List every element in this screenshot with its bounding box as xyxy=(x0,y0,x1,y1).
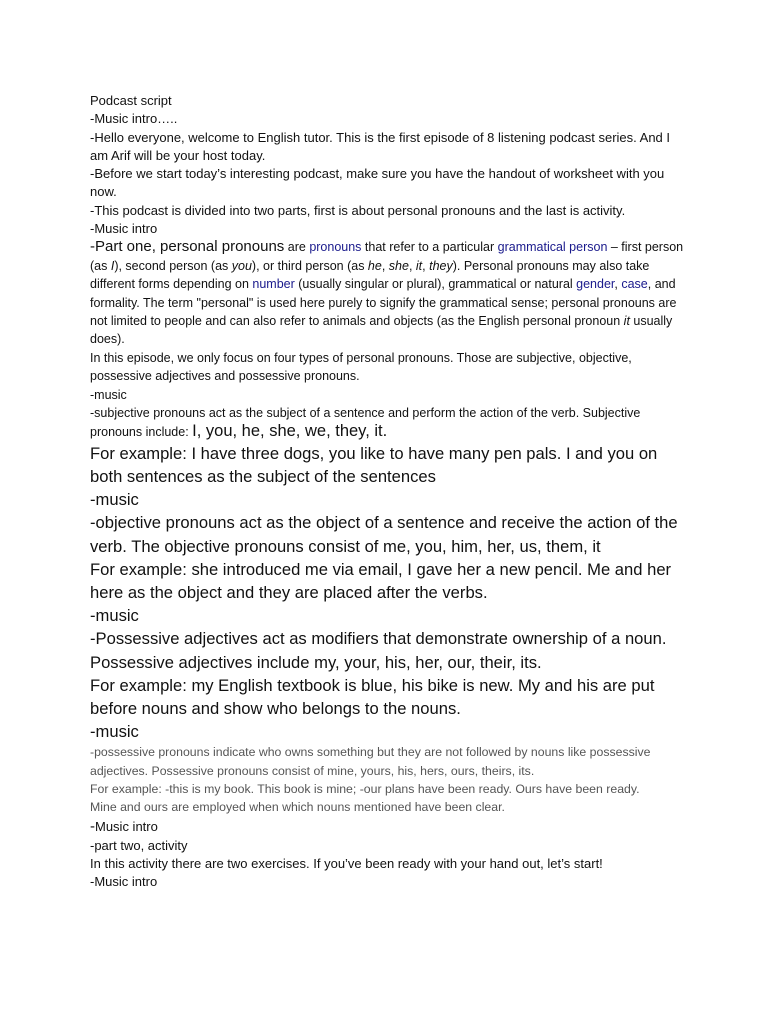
music-line: -music xyxy=(90,606,139,626)
music-line-small: -music xyxy=(90,387,127,402)
subjective-definition: -subjective pronouns act as the subject of a sentence and perform the action of the verb. Subjective pronouns include: xyxy=(90,406,641,440)
text-run: (usually singular or plural), grammatical or natural xyxy=(294,277,577,292)
link-case[interactable]: case xyxy=(621,277,648,292)
text-run: that refer to a particular xyxy=(361,240,498,255)
possessive-adjectives-example: For example: my English textbook is blue, his bike is new. My and his are put before nouns and show who belongs to the nouns. xyxy=(90,675,655,719)
music-line: -music xyxy=(90,490,139,510)
text-run: , and formality. The term "personal" is used here purely to signify the grammatical sense; personal pronouns are not limited to people and can also refer to animals and objects (as the English personal pronoun xyxy=(90,277,677,328)
subjective-list: I, you, he, she, we, they, it. xyxy=(192,422,388,441)
text-run: ), or third person (as xyxy=(251,258,368,273)
objective-paragraph: -objective pronouns act as the object of a sentence and receive the action of the verb. The objective pronouns consist of me, you, him, her, us, them, it xyxy=(90,513,678,556)
hello-paragraph: -Hello everyone, welcome to English tutor. This is the first episode of 8 listening podcast series. And I am Arif will be your host today. xyxy=(90,129,671,163)
text-run: ). Personal pronouns may also take different forms depending on xyxy=(90,258,650,292)
text-run: are xyxy=(284,240,310,255)
text-run: ), second person (as xyxy=(114,258,232,273)
italic-he: he xyxy=(367,258,382,273)
text-run: , xyxy=(422,258,430,273)
music-intro-line: -Music intro xyxy=(90,874,158,890)
music-intro-line: -Music intro….. xyxy=(90,111,178,127)
possessive-pronouns-example: For example: -this is my book. This book is mine; -our plans have been ready. Ours have been ready. xyxy=(90,781,640,796)
part-one-lead: -Part one, personal pronouns xyxy=(90,238,285,256)
doc-title: Podcast script xyxy=(90,93,172,108)
possessive-adjectives-paragraph: -Possessive adjectives act as modifiers that demonstrate ownership of a noun. Possessive adjectives include my, your, his, her, our, their, its. xyxy=(90,629,667,672)
link-pronouns[interactable]: pronouns xyxy=(309,240,362,255)
italic-they: they xyxy=(429,258,453,273)
music-line: -music xyxy=(90,722,139,742)
link-gender[interactable]: gender xyxy=(576,277,615,292)
music-intro-line xyxy=(90,818,690,836)
document-body xyxy=(90,92,690,891)
link-grammatical-person[interactable]: grammatical person xyxy=(497,240,608,255)
text-run: , xyxy=(614,277,622,292)
part-two-line: -part two, activity xyxy=(90,837,188,853)
italic-it: it xyxy=(623,314,630,328)
text-run: usually does). xyxy=(90,314,673,347)
part-one-paragraph xyxy=(90,238,690,348)
italic-it: it xyxy=(415,258,423,273)
activity-paragraph: In this activity there are two exercises. If you’ve been ready with your hand out, let’s start! xyxy=(90,855,603,871)
subjective-paragraph xyxy=(90,404,690,442)
text-run: , xyxy=(381,258,389,273)
objective-example: For example: she introduced me via email, I gave her a new pencil. Me and her here as the object and they are placed after the verbs. xyxy=(90,559,672,603)
text-run: – first person (as xyxy=(90,240,684,273)
divided-paragraph: -This podcast is divided into two parts, first is about personal pronouns and the last is activity. xyxy=(90,202,626,218)
before-paragraph: -Before we start today’s interesting podcast, make sure you have the handout of worksheet with you now. xyxy=(90,166,665,200)
possessive-pronouns-paragraph: -possessive pronouns indicate who owns something but they are not followed by nouns like possessive adjectives. Possessive pronouns consist of mine, yours, his, hers, ours, theirs, its. xyxy=(90,745,651,778)
dash: - xyxy=(90,818,95,836)
link-number[interactable]: number xyxy=(252,277,295,292)
subjective-example: For example: I have three dogs, you like to have many pen pals. I and you on both sentences as the subject of the sentences xyxy=(90,443,658,487)
music-intro-text: Music intro xyxy=(95,819,158,835)
mine-ours-paragraph: Mine and ours are employed when which nouns mentioned have been clear. xyxy=(90,800,505,815)
italic-she: she xyxy=(388,258,409,273)
text-run: , xyxy=(408,258,416,273)
italic-i: I xyxy=(110,258,115,273)
italic-you: you xyxy=(231,258,252,273)
music-intro-line: -Music intro xyxy=(90,221,158,237)
episode-focus-paragraph: In this episode, we only focus on four types of personal pronouns. Those are subjective, objective, possessive adjectives and possessive pronouns. xyxy=(90,350,632,384)
